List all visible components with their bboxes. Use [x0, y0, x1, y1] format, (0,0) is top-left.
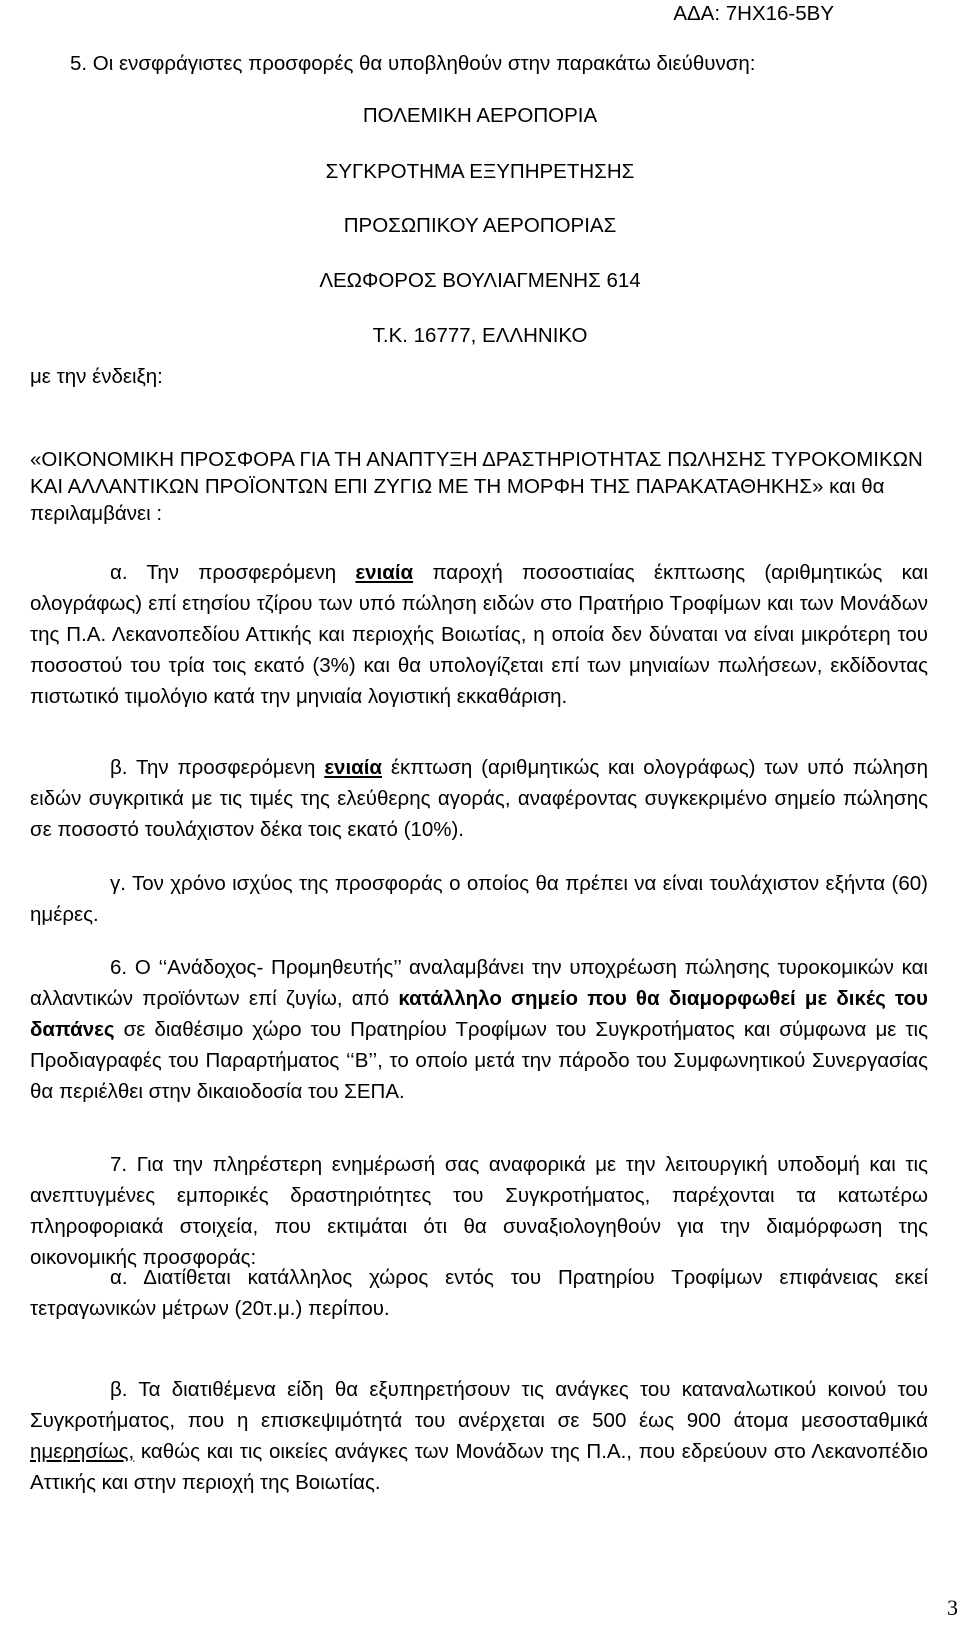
- item7-beta-underlined: ημερησίως,: [30, 1440, 135, 1463]
- item7-intro: [30, 1149, 928, 1273]
- item7-alpha-text: α. Διατίθεται κατάλληλος χώρος εντός του Πρατηρίου Τροφίμων επιφάνειας εκεί τετραγωνικών μέτρων (20τ.μ.) περίπου.: [30, 1266, 928, 1320]
- address-line-3: ΠΡΟΣΩΠΙΚΟΥ ΑΕΡΟΠΟΡΙΑΣ: [343, 214, 617, 237]
- page-number: 3: [947, 1595, 958, 1620]
- address-line-1: ΠΟΛΕΜΙΚΗ ΑΕΡΟΠΟΡΙΑ: [362, 104, 598, 127]
- item5-beta: [30, 752, 928, 845]
- item5-beta-pre: β. Την προσφερόμενη: [110, 756, 325, 779]
- item5-intro: 5. Οι ενσφράγιστες προσφορές θα υποβληθούν στην παρακάτω διεύθυνση:: [70, 52, 756, 75]
- item6: [30, 952, 928, 1107]
- item6-post: σε διαθέσιμο χώρο του Πρατηρίου Τροφίμων του Συγκροτήματος και σύμφωνα με τις Προδιαγραφές του Παραρτήματος ‘‘Β’’, το οποίο μετά την πάροδο του Συμφωνητικού Συνεργασίας θα περιέλθει στην δικαιοδοσία του ΣΕΠΑ.: [30, 1018, 928, 1103]
- item5-alpha-post: παροχή ποσοστιαίας έκπτωσης (αριθμητικώς και ολογράφως) επί ετησίου τζίρου των υπό πώληση ειδών στο Πρατήριο Τροφίμων και των Μονάδων της Π.Α. Λεκανοπεδίου Αττικής και περιοχής Βοιωτίας, η οποία δεν δύναται να είναι μικρότερη του ποσοστού του τρία τοις εκατό (3%) και θα υπολογίζεται επί των μηνιαίων πωλήσεων, εκδίδοντας πιστωτικό τιμολόγιο κατά την μηνιαία λογιστική εκκαθάριση.: [30, 561, 928, 708]
- offer-title: «ΟΙΚΟΝΟΜΙΚΗ ΠΡΟΣΦΟΡΑ ΓΙΑ ΤΗ ΑΝΑΠΤΥΞΗ ΔΡΑΣΤΗΡΙΟΤΗΤΑΣ ΠΩΛΗΣΗΣ ΤΥΡΟΚΟΜΙΚΩΝ ΚΑΙ ΑΛΛΑΝΤΙΚΩΝ ΠΡΟΪΟΝΤΩΝ ΕΠΙ ΖΥΓΙΩ ΜΕ ΤΗ ΜΟΡΦΗ ΤΗΣ ΠΑΡΑΚΑΤΑΘΗΚΗΣ» και θα περιλαμβάνει :: [30, 448, 923, 525]
- address-line-2: ΣΥΓΚΡΟΤΗΜΑ ΕΞΥΠΗΡΕΤΗΣΗΣ: [325, 160, 635, 183]
- item5-alpha-em: ενιαία: [355, 561, 414, 584]
- item7-beta: [30, 1374, 928, 1498]
- item7-beta-post: καθώς και τις οικείες ανάγκες των Μονάδων της Π.Α., που εδρεύουν στο Λεκανοπέδιο Αττικής και στην περιοχή της Βοιωτίας.: [30, 1440, 928, 1494]
- item7-alpha: [30, 1262, 928, 1324]
- item7-intro-text: 7. Για την πληρέστερη ενημέρωσή σας αναφορικά με την λειτουργική υποδομή και τις ανεπτυγμένες εμπορικές δραστηριότητες του Συγκροτήματος, παρέχονται τα κατωτέρω πληροφοριακά στοιχεία, που εκτιμάται ότι θα συναξιολογηθούν για την διαμόρφωση της οικονομικής προσφοράς:: [30, 1153, 928, 1269]
- address-line-5: Τ.Κ. 16777, ΕΛΛΗΝΙΚΟ: [372, 324, 588, 347]
- item5-gamma-text: γ. Τον χρόνο ισχύος της προσφοράς ο οποίος θα πρέπει να είναι τουλάχιστον εξήντα (60) ημέρες.: [30, 872, 928, 926]
- item7-beta-pre: β. Τα διατιθέμενα είδη θα εξυπηρετήσουν τις ανάγκες του καταναλωτικού κοινού του Συγκροτήματος, που η επισκεψιμότητά του ανέρχεται σε 500 έως 900 άτομα μεσοσταθμικά: [30, 1378, 928, 1432]
- ada-code: ΑΔΑ: 7ΗΧ16-5ΒΥ: [673, 2, 834, 25]
- item5-alpha-pre: α. Την προσφερόμενη: [110, 561, 356, 584]
- item6-pre: 6. Ο ‘‘Ανάδοχος- Προμηθευτής’’ αναλαμβάνει την υποχρέωση πώλησης τυροκομικών και αλλαντικών προϊόντων επί ζυγίω, από: [30, 956, 928, 1010]
- item5-gamma: [30, 868, 928, 930]
- item5-alpha: [30, 557, 928, 712]
- item5-beta-post: έκπτωση (αριθμητικώς και ολογράφως) των υπό πώληση ειδών συγκριτικά με τις τιμές της ελεύθερης αγοράς, αναφέροντας συγκεκριμένο σημείο πώλησης σε ποσοστό τουλάχιστον δέκα τοις εκατό (10%).: [30, 756, 928, 841]
- item5-beta-em: ενιαία: [324, 756, 383, 779]
- item6-bold: κατάλληλο σημείο που θα διαμορφωθεί με δικές του δαπάνες: [30, 987, 928, 1041]
- address-line-4: ΛΕΩΦΟΡΟΣ ΒΟΥΛΙΑΓΜΕΝΗΣ 614: [319, 269, 641, 292]
- indication-label: με την ένδειξη:: [30, 365, 163, 388]
